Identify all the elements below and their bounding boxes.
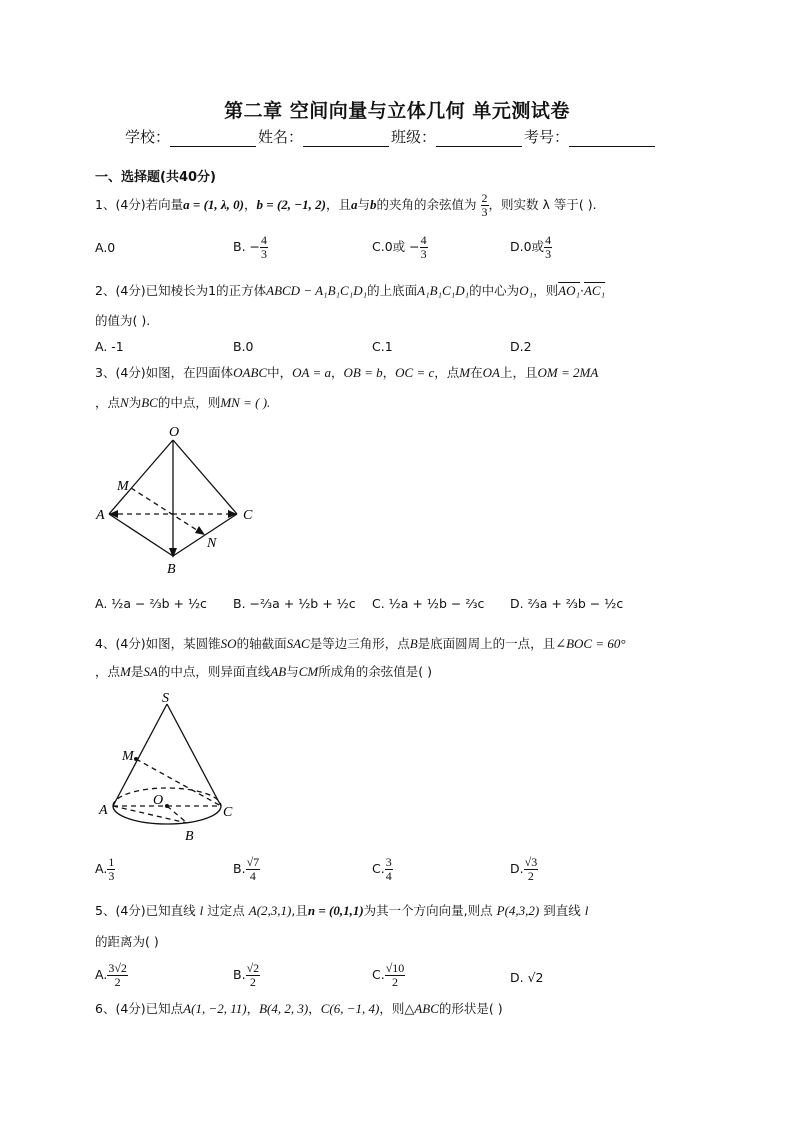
label-o: O: [153, 793, 164, 808]
q3-option-c[interactable]: C. ½a + ½b − ⅔c: [372, 596, 485, 611]
q5-option-b[interactable]: B. $\frac{√2}{2}$: [233, 961, 260, 989]
number-label: 考号：: [524, 128, 570, 146]
q1-stem-c: 与: [357, 197, 371, 212]
q5-option-a[interactable]: A. $\frac{3√2}{2}$: [95, 961, 127, 989]
q2-vector-ac1: AC₁: [583, 283, 606, 298]
school-label: 学校：: [125, 128, 171, 146]
section-heading: 一、选择题(共40分): [95, 170, 216, 185]
label-c: C: [223, 805, 233, 820]
q4-option-a[interactable]: A. $\frac{1}{3}$: [95, 855, 115, 883]
label-m: M: [117, 479, 129, 494]
q2-option-b[interactable]: B.0: [233, 339, 254, 354]
q3-option-a[interactable]: A. ½a − ⅔b + ½c: [95, 596, 207, 611]
label-n: N: [207, 536, 217, 551]
q3-oc: OC = c: [395, 365, 435, 380]
student-info: [125, 126, 657, 147]
q5-option-d[interactable]: D. √2: [510, 970, 544, 985]
label-a: A: [99, 803, 108, 818]
q1-stem-e: ，则实数 λ 等于( ).: [488, 197, 597, 212]
q2-option-d[interactable]: D.2: [510, 339, 532, 354]
q3-stem-line2: ，点N为BC的中点，则MN = ( ).: [95, 395, 271, 410]
question-5: 5、(4分)已知直线 l 过定点 A(2,3,1),且n = (0,1,1)为其一个方向向量,则点 P(4,3,2) 到直线 l: [95, 903, 589, 918]
q3-ob: OB = b: [343, 365, 383, 380]
segment-mn: [131, 488, 203, 534]
q5-option-c[interactable]: C. $\frac{√10}{2}$: [372, 961, 405, 989]
name-label: 姓名：: [258, 128, 304, 146]
label-c: C: [243, 508, 253, 523]
q3-tetrahedron-figure: [95, 420, 275, 580]
q4-cone-figure: [95, 690, 255, 850]
q4-option-b[interactable]: B. $\frac{√7}{4}$: [233, 855, 260, 883]
school-blank[interactable]: [170, 132, 256, 147]
q1-stem-d: 的夹角的余弦值为: [376, 197, 477, 212]
center-point-o: [165, 804, 169, 808]
q4-option-c[interactable]: C. $\frac{3}{4}$: [372, 855, 392, 883]
q4-stem-line2: ，点M是SA的中点，则异面直线AB与CM所成角的余弦值是( ): [95, 664, 432, 679]
question-2: 2、(4分)已知棱长为1的正方体ABCD − A₁B₁C₁D₁的上底面A₁B₁C₁D₁的中心为O₁，则AO₁·AC₁: [95, 283, 606, 298]
edge-oc: [173, 440, 237, 514]
q2-center: O₁: [519, 283, 534, 298]
label-b: B: [185, 829, 194, 844]
q2-stem-line2: 的值为( ).: [95, 313, 151, 328]
base-back-arc: [113, 788, 221, 806]
label-o: O: [169, 425, 180, 440]
q3-mn: MN = ( ).: [220, 395, 271, 410]
q2-cube: ABCD − A₁B₁C₁D₁: [266, 283, 368, 298]
point-m: [134, 757, 138, 761]
class-label: 班级：: [391, 128, 437, 146]
q3-oa: OA = a: [292, 365, 332, 380]
q3-option-d[interactable]: D. ⅔a + ⅔b − ½c: [510, 596, 624, 611]
q1-vector-b: b = (2, −1, 2): [256, 197, 326, 212]
q3-option-b[interactable]: B. −⅔a + ½b + ½c: [233, 596, 356, 611]
number-blank[interactable]: [569, 132, 655, 147]
q1-option-b[interactable]: B. − $\frac{4}{3}$: [233, 233, 267, 261]
q1-stem-b: ，且: [325, 197, 351, 212]
label-a: A: [96, 508, 105, 523]
q5-stem-line2: 的距离为( ): [95, 934, 159, 949]
q2-option-a[interactable]: A. -1: [95, 339, 124, 354]
page-title: 第二章 空间向量与立体几何 单元测试卷: [224, 100, 570, 122]
q2-option-c[interactable]: C.1: [372, 339, 393, 354]
q1-sym-a: a: [351, 197, 358, 212]
arrow-ob: [169, 548, 177, 558]
question-6: 6、(4分)已知点A(1, −2, 11)，B(4, 2, 3)，C(6, −1, 4)，则△ABC的形状是( ): [95, 1001, 503, 1016]
q1-option-a[interactable]: A.0: [95, 240, 116, 255]
q4-option-d[interactable]: D. $\frac{√3}{2}$: [510, 855, 538, 883]
q1-sym-b: b: [370, 197, 377, 212]
q2-vector-ao1: AO₁: [558, 283, 580, 298]
segment-ab: [113, 806, 187, 823]
question-3: 3、(4分)如图，在四面体OABC中，OA = a，OB = b，OC = c，点M在OA上，且OM = 2MA: [95, 365, 599, 380]
q4-angle: ∠BOC = 60°: [555, 636, 626, 651]
name-blank[interactable]: [303, 132, 389, 147]
label-m: M: [122, 749, 134, 764]
q1-option-d[interactable]: D.0或 $\frac{4}{3}$: [510, 233, 552, 261]
question-1: 1、(4分)若向量a = (1, λ, 0)，b = (2, −1, 2)，且a与b的夹角的余弦值为 $\frac{2}{3}$ ，则实数 λ 等于( ).: [95, 191, 597, 219]
q1-option-c[interactable]: C.0或 − $\frac{4}{3}$: [372, 233, 427, 261]
edge-ab: [109, 514, 173, 556]
q2-face: A₁B₁C₁D₁: [417, 283, 470, 298]
label-s: S: [162, 691, 169, 706]
class-blank[interactable]: [436, 132, 522, 147]
label-b: B: [167, 562, 176, 577]
question-4: 4、(4分)如图，某圆锥SO的轴截面SAC是等边三角形，点B是底面圆周上的一点，且∠BOC = 60°: [95, 636, 626, 651]
q1-vector-a: a = (1, λ, 0): [183, 197, 245, 212]
base-front-arc: [113, 806, 221, 824]
edge-oa: [109, 440, 173, 514]
q1-fraction: $\frac{2}{3}$: [481, 191, 488, 219]
arrow-mn: [195, 526, 205, 535]
q3-om: OM = 2MA: [537, 365, 599, 380]
q1-stem-a: 1、(4分)若向量: [95, 197, 184, 212]
